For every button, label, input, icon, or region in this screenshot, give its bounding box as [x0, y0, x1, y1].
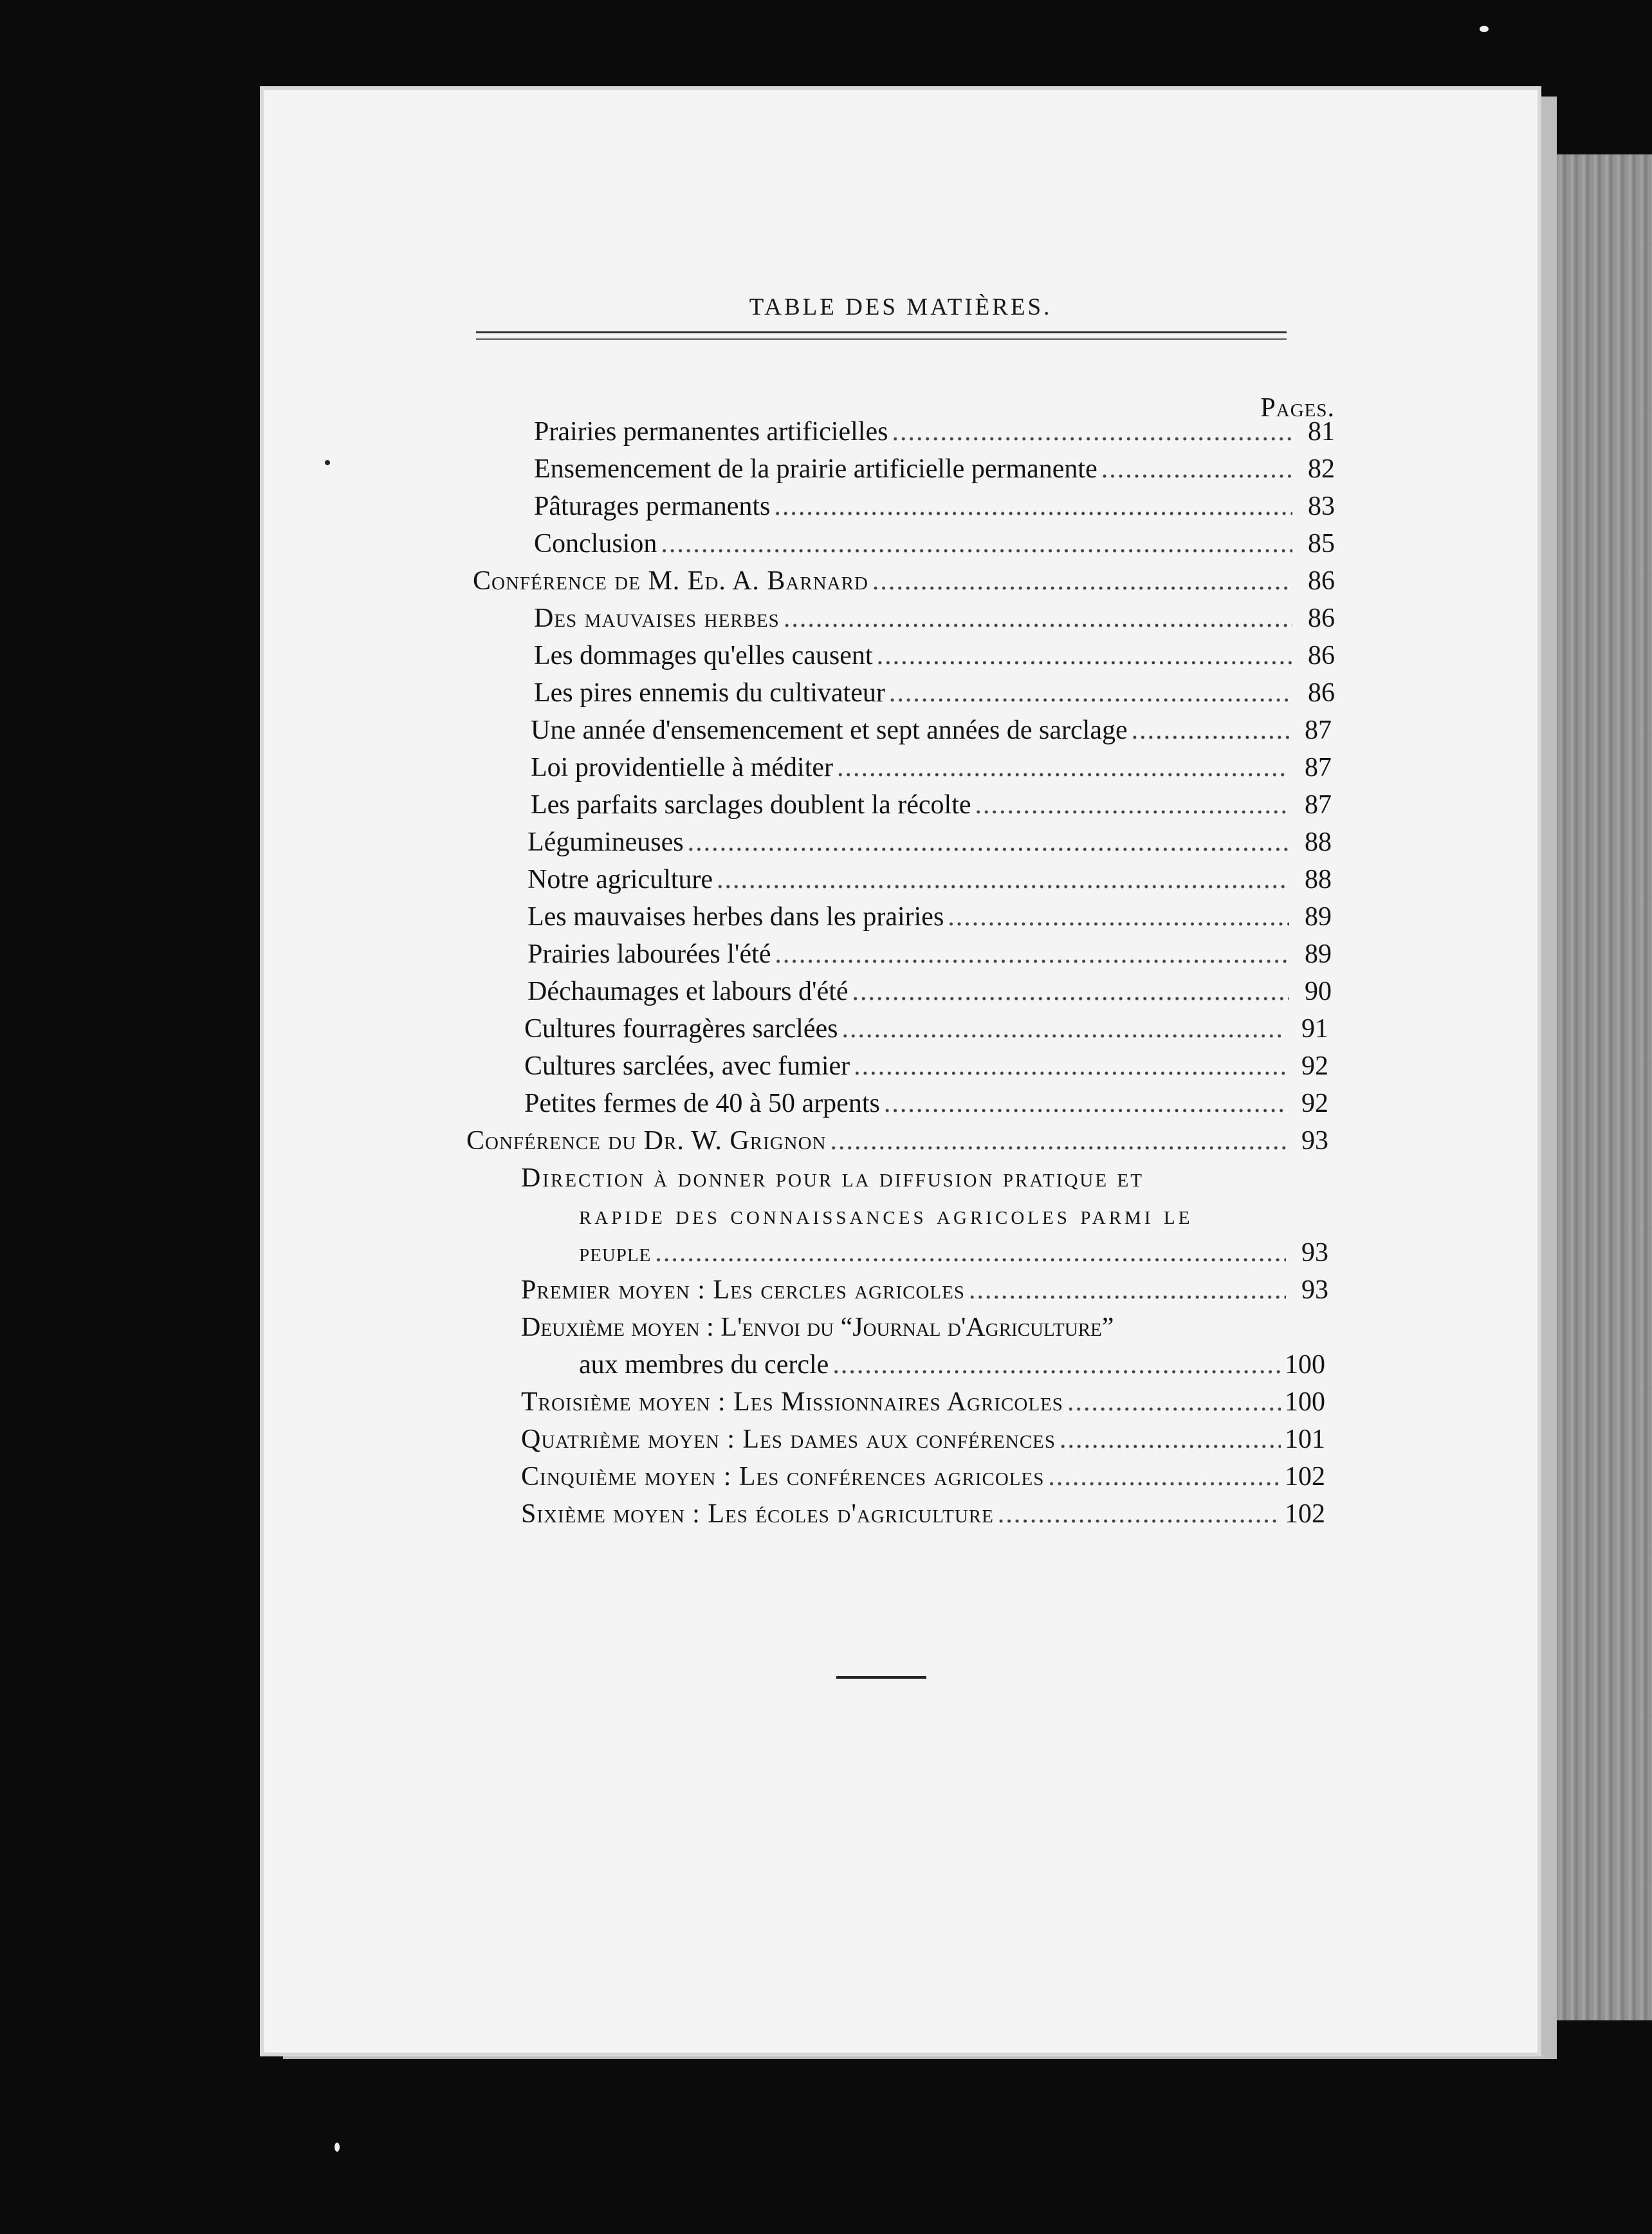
toc-entry-title: Ensemencement de la prairie artificielle permanente [534, 454, 1097, 484]
toc-entry [524, 1015, 1328, 1042]
toc-section-title: Conférence de M. Ed. A. Barnard [473, 566, 868, 596]
toc-entry [579, 1239, 1328, 1266]
leader-dots [969, 1277, 1286, 1304]
end-rule [836, 1676, 926, 1679]
toc-entry-title: peuple [579, 1238, 652, 1268]
toc-entry [528, 978, 1332, 1005]
toc-entry-title: Légumineuses [528, 827, 684, 857]
toc-entry [524, 1090, 1328, 1117]
leader-dots [1048, 1463, 1281, 1490]
header-rule [476, 331, 1287, 333]
leader-dots [832, 1351, 1281, 1378]
toc-entry-title: Notre agriculture [528, 865, 713, 894]
toc-entry [531, 754, 1332, 781]
toc-entry-line: Direction à donner pour la diffusion pratique et [521, 1163, 1144, 1193]
leader-dots [854, 1053, 1286, 1080]
toc-entry-page: 88 [1305, 865, 1332, 894]
toc-entry-page: 86 [1308, 678, 1335, 708]
toc-entry [528, 829, 1332, 856]
book-page [264, 90, 1537, 2053]
toc-entry [534, 418, 1335, 445]
toc-entry-title: Les dommages qu'elles causent [534, 641, 873, 670]
toc-entry-page: 102 [1285, 1499, 1325, 1529]
toc-entry-page: 82 [1308, 454, 1335, 484]
toc-entry [534, 642, 1335, 669]
toc-entry [521, 1389, 1325, 1416]
leader-dots [852, 978, 1289, 1005]
toc-entry-title: Prairies permanentes artificielles [534, 417, 888, 447]
page-header: TABLE DES MATIÈRES. [749, 294, 1052, 320]
leader-dots [948, 903, 1289, 930]
toc-entry [521, 1500, 1325, 1528]
toc-entry-title: Loi providentielle à méditer [531, 753, 833, 782]
toc-section-title: Conférence du Dr. W. Grignon [466, 1126, 827, 1156]
toc-entry-page: 83 [1308, 492, 1335, 521]
toc-section-entry [473, 568, 1335, 595]
toc-entry [528, 866, 1332, 893]
toc-entry-title: Troisième moyen : Les Missionnaires Agricoles [521, 1387, 1063, 1417]
leader-dots [998, 1500, 1281, 1528]
leader-dots [688, 829, 1289, 856]
toc-entry-page: 86 [1308, 604, 1335, 633]
speck [1480, 26, 1489, 32]
leader-dots [975, 791, 1289, 818]
toc-entry [528, 903, 1332, 930]
leader-dots [892, 418, 1292, 445]
toc-entry-title: Conclusion [534, 529, 657, 558]
toc-entry [534, 679, 1335, 706]
toc-entry-page: 93 [1301, 1238, 1328, 1268]
toc-entry-title: Des mauvaises herbes [534, 604, 780, 633]
toc-entry [521, 1463, 1325, 1490]
leader-dots [831, 1127, 1287, 1154]
leader-dots [877, 642, 1292, 669]
toc-entry-line: Deuxième moyen : L'envoi du “Journal d'Agriculture” [521, 1313, 1114, 1342]
leader-dots [774, 493, 1292, 520]
toc-entry-page: 93 [1301, 1126, 1328, 1156]
toc-entry-page: 100 [1285, 1387, 1325, 1417]
toc-entry-title: Prairies labourées l'été [528, 939, 771, 969]
speck [325, 460, 330, 465]
toc-entry [524, 1053, 1328, 1080]
toc-entry-title: Quatrième moyen : Les dames aux conférences [521, 1425, 1056, 1454]
header-rule-thin [476, 338, 1287, 340]
leader-dots [655, 1239, 1286, 1266]
toc-entry-page: 91 [1301, 1014, 1328, 1044]
cardboard-backing [1557, 154, 1652, 2020]
toc-entry-title: Déchaumages et labours d'été [528, 977, 849, 1006]
toc-entry-title: Les pires ennemis du cultivateur [534, 678, 885, 708]
leader-dots [889, 679, 1292, 706]
leader-dots [841, 1015, 1286, 1042]
leader-dots [884, 1090, 1286, 1117]
leader-dots [837, 754, 1289, 781]
toc-entry-page: 101 [1285, 1425, 1325, 1454]
toc-entry [534, 605, 1335, 632]
pages-column-label: Pages. [1260, 393, 1335, 423]
toc-entry [521, 1426, 1325, 1453]
toc-entry-line: rapide des connaissances agricoles parmi le [579, 1201, 1193, 1230]
speck [335, 2143, 340, 2152]
toc-entry-page: 87 [1305, 715, 1332, 745]
toc-entry-page: 87 [1305, 753, 1332, 782]
toc-entry [528, 941, 1332, 968]
toc-entry-title: Pâturages permanents [534, 492, 771, 521]
toc-entry-title: Petites fermes de 40 à 50 arpents [524, 1089, 880, 1118]
leader-dots [717, 866, 1289, 893]
toc-entry [531, 791, 1332, 818]
leader-dots [775, 941, 1289, 968]
toc-entry-page: 88 [1305, 827, 1332, 857]
toc-entry-page: 90 [1305, 977, 1332, 1006]
leader-dots [784, 605, 1292, 632]
toc-entry-page: 85 [1308, 529, 1335, 558]
toc-entry-page: 89 [1305, 939, 1332, 969]
toc-entry-title: Cultures sarclées, avec fumier [524, 1051, 850, 1081]
toc-entry-page: 86 [1308, 566, 1335, 596]
toc-entry-page: 81 [1308, 417, 1335, 447]
toc-entry-page: 102 [1285, 1462, 1325, 1491]
toc-entry-title: Les mauvaises herbes dans les prairies [528, 902, 944, 932]
toc-entry-page: 100 [1285, 1350, 1325, 1380]
leader-dots [1132, 717, 1289, 744]
toc-entry-page: 92 [1301, 1051, 1328, 1081]
toc-entry [534, 456, 1335, 483]
toc-entry [521, 1277, 1328, 1304]
toc-entry-title: Une année d'ensemencement et sept années de sarclage [531, 715, 1128, 745]
toc-entry [531, 717, 1332, 744]
toc-entry [534, 530, 1335, 557]
leader-dots [1101, 456, 1292, 483]
toc-section-entry [466, 1127, 1328, 1154]
toc-entry-title: Premier moyen : Les cercles agricoles [521, 1275, 965, 1305]
toc-entry-title: Cultures fourragères sarclées [524, 1014, 838, 1044]
leader-dots [661, 530, 1292, 557]
toc-entry-title: aux membres du cercle [579, 1350, 829, 1380]
leader-dots [1067, 1389, 1281, 1416]
toc-entry-title: Les parfaits sarclages doublent la récolte [531, 790, 971, 820]
toc-entry-page: 93 [1301, 1275, 1328, 1305]
toc-entry-page: 87 [1305, 790, 1332, 820]
toc-entry-page: 86 [1308, 641, 1335, 670]
toc-entry-page: 92 [1301, 1089, 1328, 1118]
toc-entry-title: Sixième moyen : Les écoles d'agriculture [521, 1499, 994, 1529]
leader-dots [872, 568, 1292, 595]
leader-dots [1060, 1426, 1281, 1453]
toc-entry-page: 89 [1305, 902, 1332, 932]
toc-entry-title: Cinquième moyen : Les conférences agricoles [521, 1462, 1045, 1491]
toc-entry [534, 493, 1335, 520]
toc-entry [579, 1351, 1325, 1378]
